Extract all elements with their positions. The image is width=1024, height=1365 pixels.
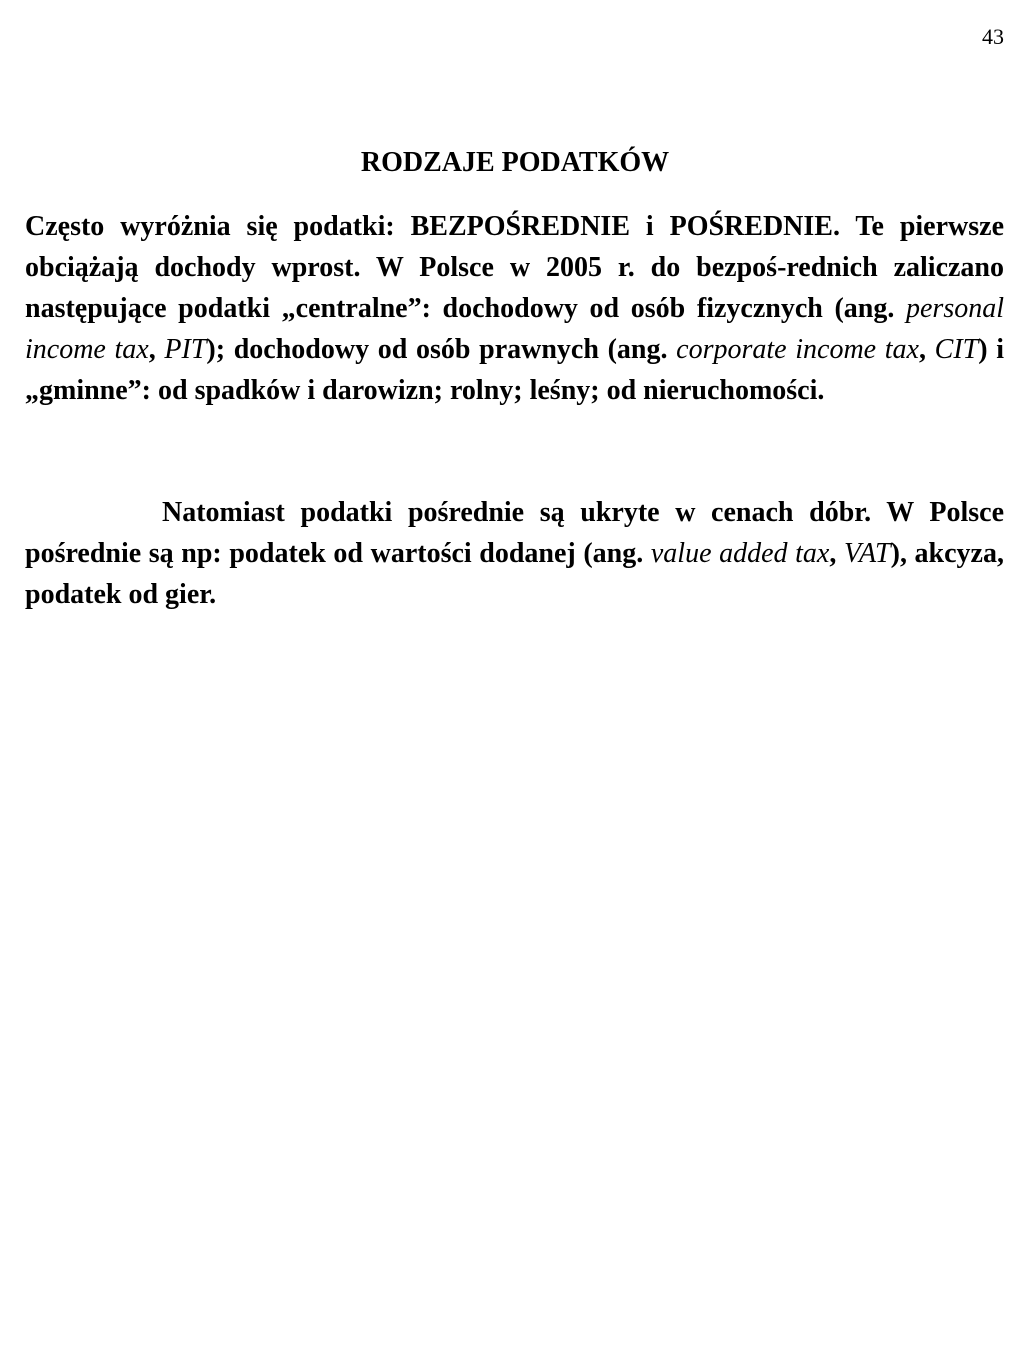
italic-term: corporate income tax	[676, 334, 919, 365]
italic-term: PIT	[164, 334, 207, 365]
page-number: 43	[982, 24, 1004, 49]
paragraph-text: Natomiast podatki pośrednie są ukryte w cenach dóbr. W Polsce pośrednie są np: podatek od wartości dodanej (ang.	[25, 497, 1004, 569]
italic-term: personal income tax	[25, 293, 1004, 365]
italic-term: VAT	[843, 538, 891, 569]
paragraph-text: ,	[918, 334, 935, 365]
paragraph-indirect-taxes	[25, 492, 1004, 615]
italic-term: CIT	[934, 334, 979, 365]
italic-term: value added tax	[650, 538, 830, 569]
page-title: RODZAJE PODATKÓW	[360, 147, 670, 178]
paragraph-text: ) i „gminne”: od spadków i darowizn; rolny; leśny; od nieruchomości.	[25, 334, 1005, 406]
paragraph-text: ); dochodowy od osób prawnych (ang.	[206, 334, 677, 365]
paragraph-direct-taxes	[25, 206, 1004, 411]
paragraph-text: ), akcyza, podatek od gier.	[25, 538, 1004, 610]
paragraph-text: ,	[829, 538, 844, 569]
paragraph-text: ,	[148, 334, 165, 365]
paragraph-text: Często wyróżnia się podatki: BEZPOŚREDNIE i POŚREDNIE. Te pierwsze obciążają dochody wprost. W Polsce w 2005 r. do bezpoś-rednich zaliczano następujące podatki „centralne”: dochodowy od osób fizycznych (ang.	[25, 211, 1004, 324]
